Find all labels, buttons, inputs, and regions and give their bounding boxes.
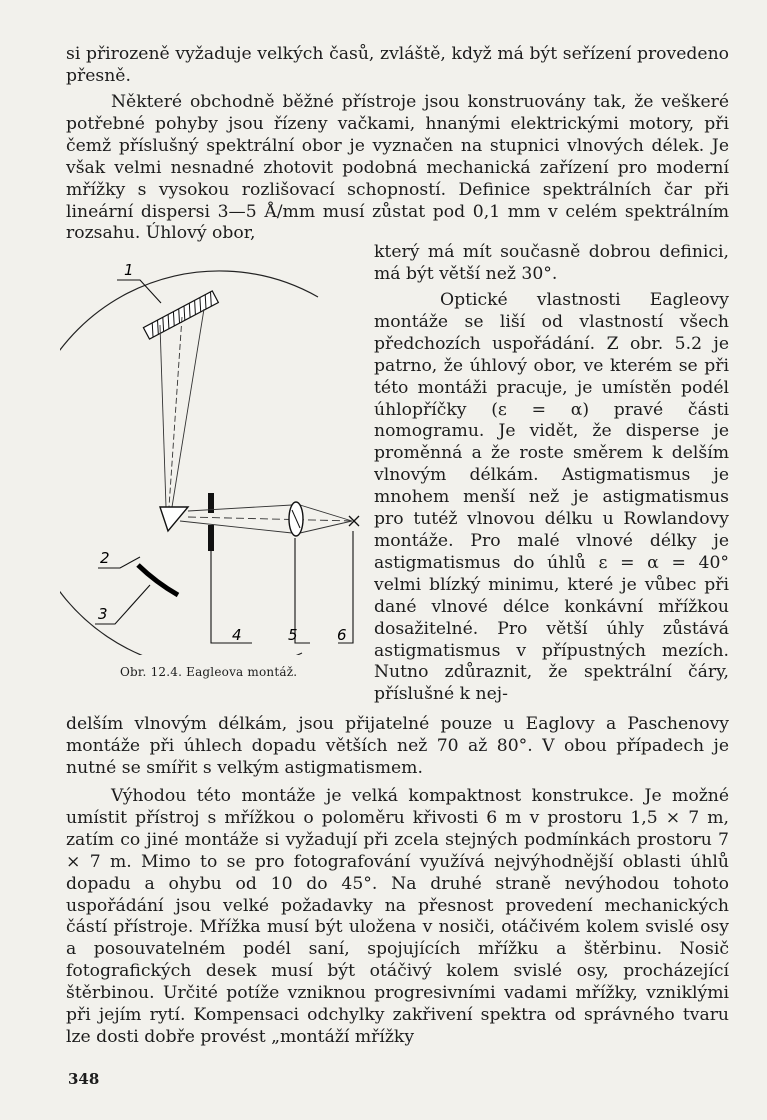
page-number: 348	[68, 1070, 100, 1088]
figure-label-2: 2	[100, 549, 110, 567]
figure-label-3: 3	[98, 605, 108, 623]
figure-caption: Obr. 12.4. Eagleova montáž.	[120, 665, 298, 679]
paragraph-optical-properties: Optické vlastnosti Eagleovy montáže se liší od vlastností všech předchozích uspořádání. Z obr. 5.2 je patrno, že úhlový obor, ve kterém se při této montáži pracuje, je umístěn podél úhlopříčky (ε = α) pravé části nomogramu. Je vidět, že disperse je proměnná a že roste směrem k delším vlnovým délkám. Astigmatismus je mnohem menší než je astigmatismus pro tutéž vlnovou délku u Rowlandovy montáže. Pro malé vlnové délky je astigmatismus do úhlů ε = α = 40° velmi blízký minimu, které je vůbec při dané vlnové délce konkávní mřížkou dosažitelné. Pro větší úhly zůstává astigmatismus v přípustných mezích. Nutno zdůraznit, že spektrální čáry, příslušné k nej-	[374, 290, 729, 705]
eagle-mount-diagram	[60, 245, 360, 655]
figure-label-6: 6	[337, 626, 347, 644]
figure-label-1: 1	[124, 261, 134, 279]
paragraph-optical-properties-cont: delším vlnovým délkám, jsou přijatelné pouze u Eaglovy a Paschenovy montáže při úhlech dopadu větších než 70 až 80°. V obou případech je nutné se smířit s velkým astigmatismem.	[66, 714, 729, 778]
paragraph-angular-range: který má mít současně dobrou definici, má být větší než 30°.	[374, 242, 729, 284]
paragraph-advantages: Výhodou této montáže je velká kompaktnost konstrukce. Je možné umístit přístroj s mřížkou o poloměru křivosti 6 m v prostoru 1,5 × 7 m, zatím co jiné montáže si vyžadují při zcela stejných podmínkách prostoru 7 × 7 m. Mimo to se pro fotografování využívá nejvýhodnější oblasti úhlů dopadu a ohybu od 10 do 45°. Na druhé straně nevýhodou tohoto uspořádání jsou velké požadavky na přesnost provedení mechanických částí přístroje. Mřížka musí být uložena v nosiči, otáčivém kolem svislé osy a posouvatelném podél saní, spojujících mřížku a štěrbinu. Nosič fotografických desek musí být otáčivý kolem svislé osy, procházející štěrbinou. Určité potíže vzniknou progresivními vadami mřížky, vzniklými při jejím rytí. Kompensaci odchylky zakřivení spektra od správného tvaru lze dosti dobře provést „montáží mřížky	[66, 786, 729, 1047]
figure-label-5: 5	[288, 626, 298, 644]
rowland-circle-arc	[60, 271, 318, 655]
paragraph-instruments: Některé obchodně běžné přístroje jsou konstruovány tak, že veškeré potřebné pohyby jsou řízeny vačkami, hnanými elektrickými motory, při čemž příslušný spektrální obor je vyznačen na stupnici vlnových délek. Je však velmi nesnadné zhotovit podobná mechanická zařízení pro moderní mřížky s vysokou rozlišovací schopností. Definice spektrálních čar při lineární dispersi 3—5 Å/mm musí zůstat pod 0,1 mm v celém spektrálním rozsahu. Úhlový obor,	[66, 92, 729, 244]
prism	[160, 507, 188, 531]
paragraph-continuation: si přirozeně vyžaduje velkých časů, zvláště, když má být seřízení provedeno přesně.	[66, 44, 729, 86]
photographic-plate	[138, 565, 178, 595]
figure-label-4: 4	[232, 626, 242, 644]
